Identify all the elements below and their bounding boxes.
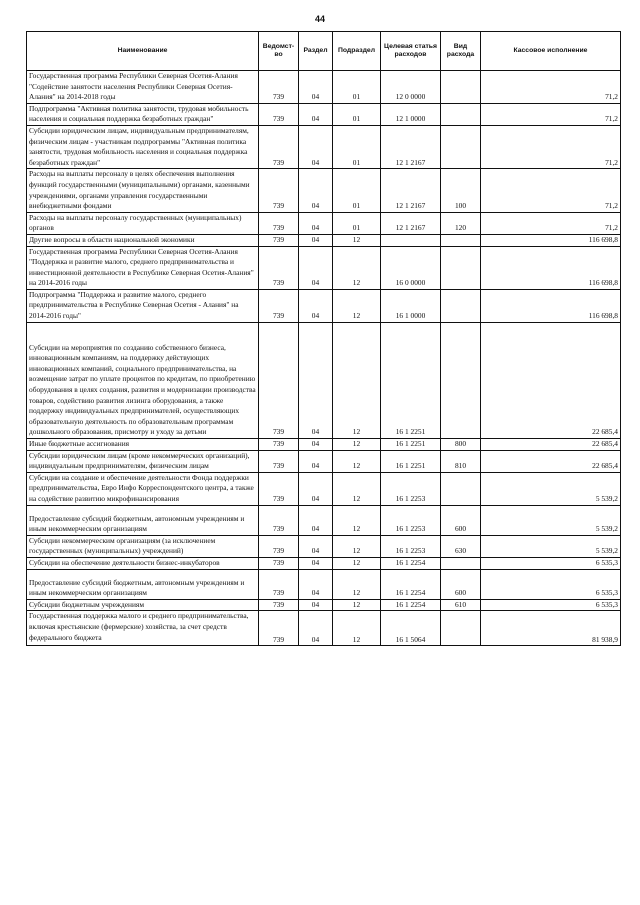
cell-subsection: 01	[333, 103, 381, 125]
cell-section: 04	[299, 472, 333, 505]
cell-dept: 739	[259, 71, 299, 104]
cell-type	[441, 472, 481, 505]
cell-target: 16 1 2253	[381, 505, 441, 535]
cell-type: 810	[441, 450, 481, 472]
cell-section: 04	[299, 289, 333, 322]
cell-target: 16 1 2253	[381, 535, 441, 557]
cell-subsection: 12	[333, 439, 381, 451]
cell-exec: 22 685,4	[481, 322, 621, 438]
cell-target: 12 1 2167	[381, 169, 441, 212]
cell-name: Подпрограмма "Активная политика занятости, трудовая мобильность населения и социальная поддержка безработных граждан"	[27, 103, 259, 125]
table-header-row	[27, 32, 621, 71]
cell-subsection: 12	[333, 535, 381, 557]
cell-exec: 81 938,9	[481, 611, 621, 646]
cell-name: Подпрограмма "Поддержка и развитие малого, среднего предпринимательства в Республике Северная Осетия - Алания" на 2014-2016 годы"	[27, 289, 259, 322]
table-row	[27, 125, 621, 168]
cell-type	[441, 103, 481, 125]
cell-dept: 739	[259, 611, 299, 646]
cell-subsection: 12	[333, 569, 381, 599]
cell-name: Субсидии бюджетным учреждениям	[27, 599, 259, 611]
cell-exec: 71,2	[481, 212, 621, 234]
cell-name: Государственная поддержка малого и среднего предпринимательства, включая крестьянские (фермерские) хозяйства, за счет средств федерального бюджета	[27, 611, 259, 646]
cell-section: 04	[299, 212, 333, 234]
cell-section: 04	[299, 103, 333, 125]
cell-section: 04	[299, 611, 333, 646]
table-row	[27, 557, 621, 569]
table-row	[27, 611, 621, 646]
cell-type: 600	[441, 569, 481, 599]
cell-exec: 6 535,3	[481, 557, 621, 569]
cell-exec: 71,2	[481, 71, 621, 104]
cell-subsection: 01	[333, 125, 381, 168]
budget-execution-table	[26, 31, 621, 646]
cell-target: 12 1 2167	[381, 125, 441, 168]
cell-subsection: 12	[333, 234, 381, 246]
cell-section: 04	[299, 535, 333, 557]
table-row	[27, 569, 621, 599]
cell-dept: 739	[259, 450, 299, 472]
cell-type: 600	[441, 505, 481, 535]
cell-dept: 739	[259, 289, 299, 322]
cell-target: 16 1 2254	[381, 599, 441, 611]
cell-type	[441, 71, 481, 104]
cell-name: Предоставление субсидий бюджетным, автономным учреждениям и иным некоммерческим организациям	[27, 569, 259, 599]
cell-section: 04	[299, 169, 333, 212]
header-dept: Ведомст-во	[259, 32, 299, 71]
cell-target: 16 0 0000	[381, 246, 441, 289]
cell-subsection: 12	[333, 611, 381, 646]
header-subsection: Подраздел	[333, 32, 381, 71]
cell-exec: 71,2	[481, 169, 621, 212]
cell-target: 16 1 2254	[381, 557, 441, 569]
cell-name: Субсидии юридическим лицам, индивидуальным предпринимателям, физическим лицам - участникам подпрограммы "Активная политика занятости, трудовая мобильность населения и социальная поддержка безработных граждан"	[27, 125, 259, 168]
cell-type	[441, 557, 481, 569]
cell-type	[441, 322, 481, 438]
cell-type: 610	[441, 599, 481, 611]
cell-section: 04	[299, 125, 333, 168]
cell-dept: 739	[259, 169, 299, 212]
cell-target: 16 1 0000	[381, 289, 441, 322]
header-section: Раздел	[299, 32, 333, 71]
cell-exec: 71,2	[481, 103, 621, 125]
cell-exec: 5 539,2	[481, 505, 621, 535]
cell-section: 04	[299, 71, 333, 104]
cell-section: 04	[299, 322, 333, 438]
cell-subsection: 12	[333, 322, 381, 438]
cell-section: 04	[299, 234, 333, 246]
cell-dept: 739	[259, 599, 299, 611]
cell-exec: 116 698,8	[481, 246, 621, 289]
cell-type: 630	[441, 535, 481, 557]
cell-dept: 739	[259, 505, 299, 535]
table-row	[27, 212, 621, 234]
cell-dept: 739	[259, 439, 299, 451]
cell-subsection: 01	[333, 212, 381, 234]
cell-exec: 22 685,4	[481, 439, 621, 451]
cell-target: 12 0 0000	[381, 71, 441, 104]
cell-dept: 739	[259, 246, 299, 289]
cell-subsection: 12	[333, 289, 381, 322]
cell-name: Субсидии на создание и обеспечение деятельности Фонда поддержки предпринимательства, Евро Инфо Корреспондентского центра, а также на содействие развитию микрофинансирования	[27, 472, 259, 505]
cell-name: Субсидии на обеспечение деятельности бизнес-инкубаторов	[27, 557, 259, 569]
cell-name: Субсидии некоммерческим организациям (за исключением государственных (муниципальных) учреждений)	[27, 535, 259, 557]
table-row	[27, 599, 621, 611]
table-row	[27, 246, 621, 289]
table-row	[27, 505, 621, 535]
cell-type: 120	[441, 212, 481, 234]
table-row	[27, 234, 621, 246]
cell-dept: 739	[259, 557, 299, 569]
cell-target: 16 1 2254	[381, 569, 441, 599]
cell-type: 100	[441, 169, 481, 212]
cell-name: Субсидии на мероприятия по созданию собственного бизнеса, инновационным компаниям, на поддержку действующих инновационных компаний, социального предпринимательства, на возмещение затрат по уплате процентов по кредитам, по приобретению оборудования в целях создания, развития и модернизации производства товаров, содействию развития лизинга оборудования, а также поддержку индивидуальных предпринимателей, осуществляющих образовательную деятельность по образовательным программам дошкольного образования, присмотру и уходу за детьми	[27, 322, 259, 438]
table-row	[27, 322, 621, 438]
table-row	[27, 103, 621, 125]
cell-type	[441, 125, 481, 168]
cell-section: 04	[299, 505, 333, 535]
cell-target: 16 1 2253	[381, 472, 441, 505]
cell-name: Расходы на выплаты персоналу государственных (муниципальных) органов	[27, 212, 259, 234]
header-name: Наименование	[27, 32, 259, 71]
cell-section: 04	[299, 599, 333, 611]
header-exec: Кассовое исполнение	[481, 32, 621, 71]
table-row	[27, 169, 621, 212]
cell-dept: 739	[259, 212, 299, 234]
table-row	[27, 472, 621, 505]
cell-dept: 739	[259, 472, 299, 505]
cell-target: 16 1 2251	[381, 439, 441, 451]
cell-name: Другие вопросы в области национальной экономики	[27, 234, 259, 246]
header-target: Целевая статья расходов	[381, 32, 441, 71]
cell-name: Государственная программа Республики Северная Осетия-Алания "Поддержка и развитие малого, среднего предпринимательства и инвестиционной деятельности в Республике Северная Осетия-Алания" на 2014-2016 годы	[27, 246, 259, 289]
cell-dept: 739	[259, 234, 299, 246]
cell-dept: 739	[259, 569, 299, 599]
cell-dept: 739	[259, 535, 299, 557]
cell-target: 16 1 2251	[381, 450, 441, 472]
cell-name: Иные бюджетные ассигнования	[27, 439, 259, 451]
cell-subsection: 12	[333, 599, 381, 611]
cell-target: 12 1 0000	[381, 103, 441, 125]
cell-exec: 22 685,4	[481, 450, 621, 472]
cell-dept: 739	[259, 322, 299, 438]
cell-name: Расходы на выплаты персоналу в целях обеспечения выполнения функций государственными (муниципальными) органами, казенными учреждениями, органами управления государственными внебюджетными фондами	[27, 169, 259, 212]
table-row	[27, 289, 621, 322]
cell-dept: 739	[259, 103, 299, 125]
cell-subsection: 12	[333, 505, 381, 535]
table-row	[27, 439, 621, 451]
cell-exec: 6 535,3	[481, 599, 621, 611]
cell-section: 04	[299, 439, 333, 451]
cell-type	[441, 234, 481, 246]
cell-exec: 6 535,3	[481, 569, 621, 599]
page-number: 44	[314, 14, 325, 24]
cell-exec: 71,2	[481, 125, 621, 168]
cell-type	[441, 246, 481, 289]
cell-exec: 116 698,8	[481, 234, 621, 246]
cell-exec: 116 698,8	[481, 289, 621, 322]
cell-subsection: 01	[333, 169, 381, 212]
table-row	[27, 71, 621, 104]
cell-type: 800	[441, 439, 481, 451]
cell-name: Субсидии юридическим лицам (кроме некоммерческих организаций), индивидуальным предпринимателям, физическим лицам	[27, 450, 259, 472]
cell-target: 16 1 2251	[381, 322, 441, 438]
cell-name: Предоставление субсидий бюджетным, автономным учреждениям и иным некоммерческим организациям	[27, 505, 259, 535]
cell-target: 16 1 5064	[381, 611, 441, 646]
cell-dept: 739	[259, 125, 299, 168]
table-row	[27, 535, 621, 557]
cell-name: Государственная программа Республики Северная Осетия-Алания "Содействие занятости населения Республики Северная Осетия-Алания" на 2014-2018 годы	[27, 71, 259, 104]
cell-section: 04	[299, 569, 333, 599]
cell-exec: 5 539,2	[481, 535, 621, 557]
cell-subsection: 12	[333, 557, 381, 569]
cell-subsection: 12	[333, 450, 381, 472]
cell-type	[441, 611, 481, 646]
cell-subsection: 12	[333, 246, 381, 289]
cell-exec: 5 539,2	[481, 472, 621, 505]
cell-type	[441, 289, 481, 322]
cell-section: 04	[299, 246, 333, 289]
table-row	[27, 450, 621, 472]
cell-target	[381, 234, 441, 246]
cell-target: 12 1 2167	[381, 212, 441, 234]
cell-subsection: 12	[333, 472, 381, 505]
header-type: Вид расхода	[441, 32, 481, 71]
cell-section: 04	[299, 557, 333, 569]
cell-subsection: 01	[333, 71, 381, 104]
cell-section: 04	[299, 450, 333, 472]
